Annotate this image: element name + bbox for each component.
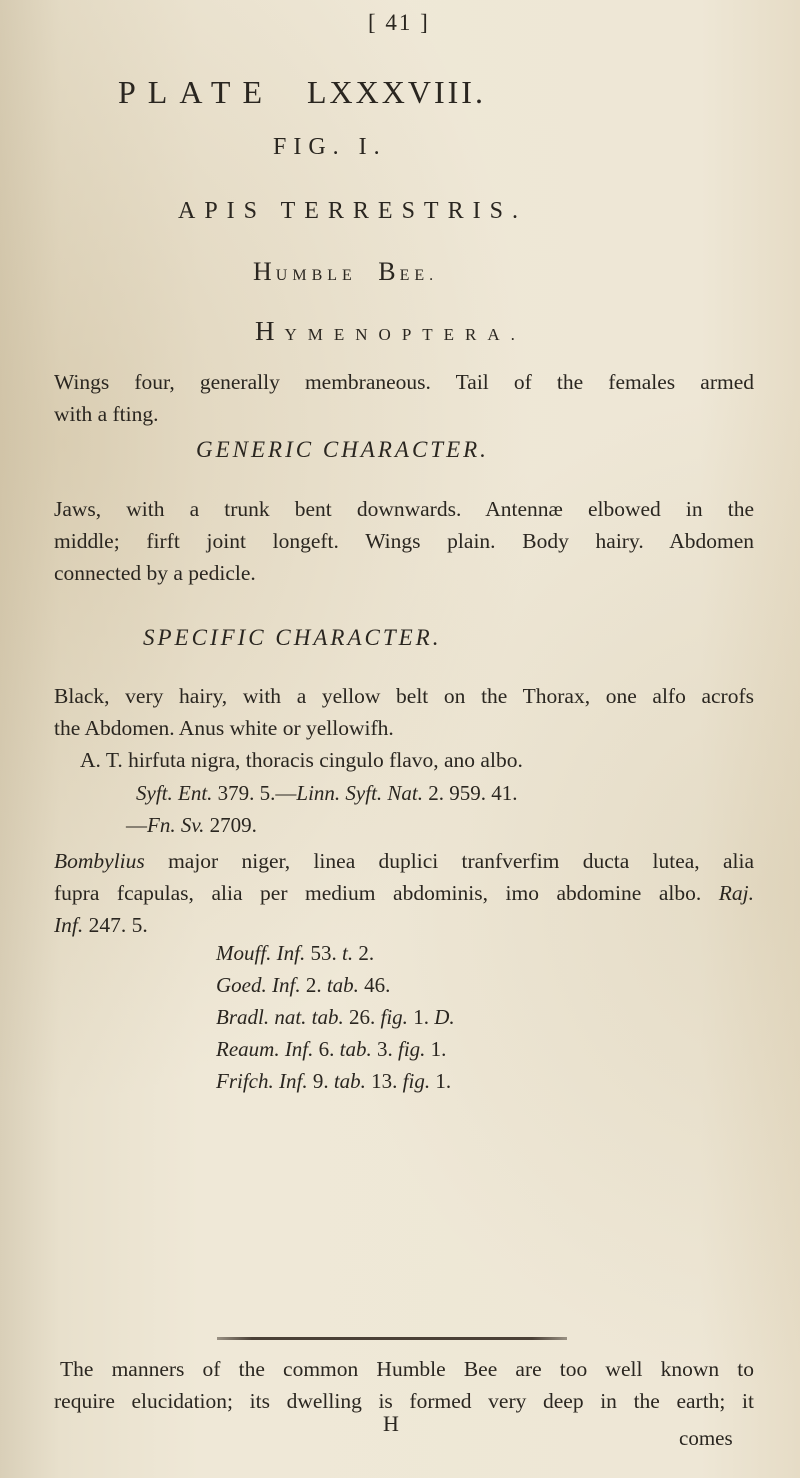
reference-source: Frifch. Inf. [216,1069,308,1093]
reference-frisch [216,1069,451,1094]
reference-number: 2. 959. 41. [428,781,518,805]
text-line: Black, very hairy, with a yellow belt on the Thorax, one alfo acrofs [54,684,754,708]
common-name-cap-1: H [253,257,276,286]
reference-number: 26. [349,1005,376,1029]
reference-dash: — [126,813,147,837]
catchword: comes [679,1426,733,1450]
reference-syst-linn [136,781,518,806]
reference-source: Mouff. Inf. [216,941,306,965]
reference-source: D. [434,1005,455,1029]
text-line: with a fting. [54,402,159,426]
genus-name: Bombylius [54,849,145,873]
plate-word: PLATE [118,74,274,110]
reference-fauna [126,813,257,838]
reference-reaumur [216,1037,446,1062]
reference-source: Linn. Syft. Nat. [296,781,424,805]
reference-number: 1. [413,1005,429,1029]
reference-bradley [216,1005,455,1030]
text-line [54,909,754,941]
insect-order [255,316,526,347]
reference-number: 2. [305,973,322,997]
reference-source: t. [342,941,354,965]
reference-source: fig. [402,1069,431,1093]
common-name-rest-2: EE. [399,267,439,284]
reference-source: Syft. Ent. [136,781,213,805]
text-line: A. T. hirfuta nigra, thoracis cingulo flavo, ano albo. [80,748,523,772]
reference-number: 3. [377,1037,393,1061]
text-line: Jaws, with a trunk bent downwards. Antennæ elbowed in the [54,497,754,521]
reference-number: 53. [310,941,337,965]
section-divider [217,1337,567,1340]
reference-number: 1. [435,1069,452,1093]
bombylius-description: major niger, linea duplici tranfverfim ducta lutea, alia [168,849,754,873]
common-name-rest-1: UMBLE [275,267,357,284]
reference-number: 379. 5.— [217,781,297,805]
text-line: The manners of the common Humble Bee are too well known to [60,1357,754,1381]
bombylius-description: fupra fcapulas, alia per medium abdominis, imo abdomine albo. [54,881,702,905]
reference-source: Raj. [718,881,755,905]
text-line: middle; firft joint longeft. Wings plain. Body hairy. Abdomen [54,529,754,553]
reference-source: Fn. Sv. [147,813,205,837]
reference-number: 2. [358,941,375,965]
figure-label: FIG. I. [273,134,387,160]
reference-mouffet [216,941,374,966]
reference-source: fig. [398,1037,426,1061]
text-line: connected by a pedicle. [54,561,256,585]
specific-character-text [54,680,754,776]
common-name [253,257,438,287]
text-line [54,845,754,877]
generic-character-text [54,493,754,589]
reference-source: tab. [333,1069,366,1093]
reference-source: tab. [339,1037,372,1061]
order-description [54,366,754,430]
reference-source: Reaum. Inf. [216,1037,314,1061]
text-line: require elucidation; its dwelling is formed very deep in the earth; it [54,1389,754,1413]
reference-number: 46. [364,973,391,997]
reference-source: tab. [326,973,359,997]
plate-numeral: LXXXVIII. [307,74,486,110]
reference-number: 2709. [209,813,257,837]
closing-paragraph [54,1353,754,1417]
signature-mark: H [383,1411,399,1436]
order-cap: H [255,316,285,346]
reference-number: 13. [371,1069,398,1093]
reference-number: 6. [318,1037,335,1061]
text-line: the Abdomen. Anus white or yellowifh. [54,716,394,740]
reference-number: 9. [312,1069,329,1093]
reference-source: Inf. [54,913,84,937]
generic-character-heading: GENERIC CHARACTER. [196,437,489,462]
reference-goedart [216,973,390,998]
page-number: [ 41 ] [368,10,430,35]
plate-title [118,74,486,111]
bombylius-entry [54,845,754,941]
reference-source: Goed. Inf. [216,973,301,997]
species-name: APIS TERRESTRIS. [178,198,527,224]
reference-number: 1. [430,1037,447,1061]
text-line: Wings four, generally membraneous. Tail of the females armed [54,370,754,394]
reference-source: Bradl. nat. tab. [216,1005,344,1029]
reference-number: 247. 5. [88,913,148,937]
common-name-cap-2: B [378,257,400,286]
specific-character-heading: SPECIFIC CHARACTER. [143,625,442,650]
reference-source: fig. [380,1005,408,1029]
text-line [54,877,754,909]
order-rest: YMENOPTERA. [284,325,526,344]
